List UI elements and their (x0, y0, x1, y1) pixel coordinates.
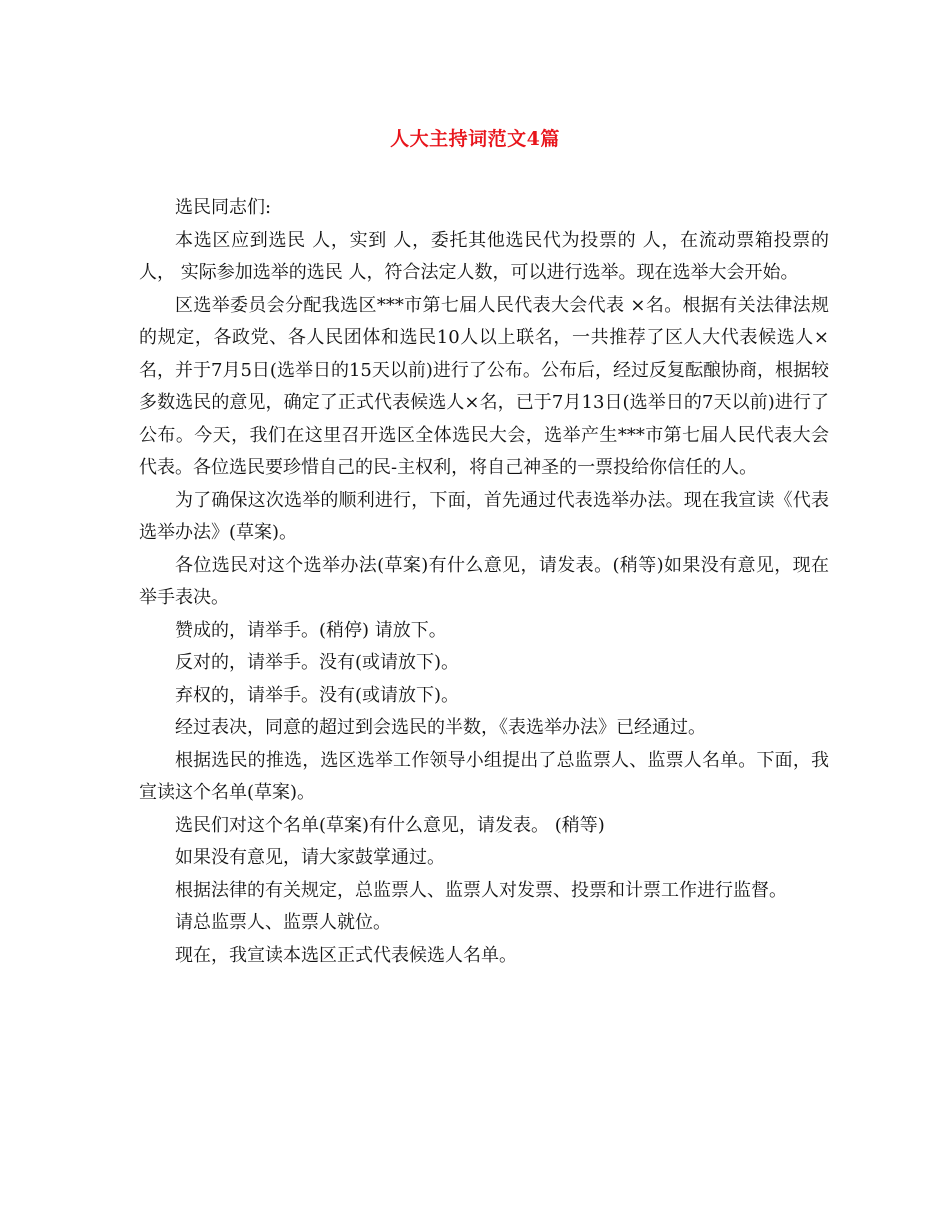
paragraph: 为了确保这次选举的顺利进行，下面，首先通过代表选举办法。现在我宣读《代表选举办法》(草案)。 (139, 489, 829, 543)
paragraph: 赞成的，请举手。(稍停) 请放下。 (175, 619, 447, 641)
paragraph: 本选区应到选民 人，实到 人，委托其他选民代为投票的 人，在流动票箱投票的 人， 实际参加选举的选民 人，符合法定人数，可以进行选举。现在选举大会开始。 (139, 229, 829, 283)
document-title: 人大主持词范文4篇 (390, 128, 560, 150)
document-body (139, 192, 829, 972)
paragraph: 如果没有意见，请大家鼓掌通过。 (175, 847, 445, 868)
paragraph: 请总监票人、监票人就位。 (175, 912, 391, 933)
paragraph: 区选举委员会分配我选区***市第七届人民代表大会代表 ×名。根据有关法律法规的规定，各政党、各人民团体和选民10人以上联名，一共推荐了区人大代表候选人×名，并于7月5日(选举日的15天以前)进行了公布。公布后，经过反复酝酿协商，根据较多数选民的意见，确定了正式代表候选人×名，已于7月13日(选举日的7天以前)进行了公布。今天，我们在这里召开选区全体选民大会，选举产生***市第七届人民代表大会代表。各位选民要珍惜自己的民-主权利，将自己神圣的一票投给你信任的人。 (139, 294, 829, 478)
paragraph: 选民同志们: (175, 197, 272, 218)
paragraph: 根据法律的有关规定，总监票人、监票人对发票、投票和计票工作进行监督。 (175, 879, 787, 901)
paragraph: 反对的，请举手。没有(或请放下)。 (175, 652, 460, 673)
paragraph: 现在，我宣读本选区正式代表候选人名单。 (175, 944, 517, 966)
paragraph: 选民们对这个名单(草案)有什么意见，请发表。 (稍等) (175, 814, 605, 836)
paragraph: 经过表决，同意的超过到会选民的半数，《表选举办法》已经通过。 (175, 717, 706, 738)
paragraph: 弃权的，请举手。没有(或请放下)。 (175, 684, 460, 706)
paragraph: 各位选民对这个选举办法(草案)有什么意见，请发表。(稍等)如果没有意见，现在举手表决。 (139, 554, 829, 608)
paragraph: 根据选民的推选，选区选举工作领导小组提出了总监票人、监票人名单。下面，我宣读这个名单(草案)。 (139, 749, 829, 803)
